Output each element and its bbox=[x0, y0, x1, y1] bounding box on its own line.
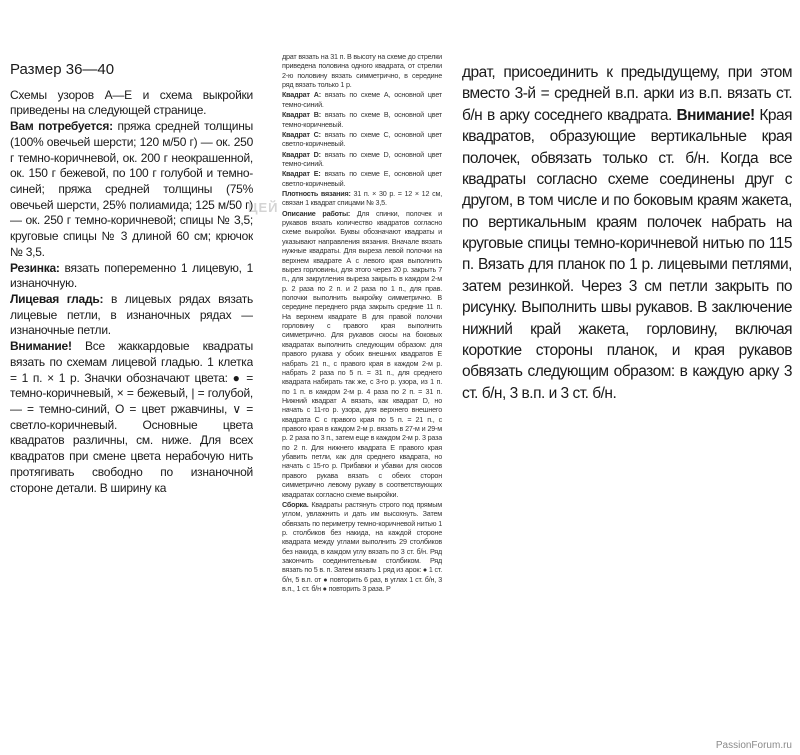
attention-text: Все жаккардовые квадраты вязать по схемам лицевой гладью. 1 клетка = 1 п. × 1 р. Значки обозначают цвета: ● = темно-коричневый, × = бежевый, | = голубой, — = темно-синий, О = цвет ржавчины, ∨ = светло-коричневый. Основные цвета квадратов различны, см. ниже. Для всех квадратов при смене цвета нерабочую нить протягивать свободно по изнаночной стороне детали. В ширину ка bbox=[10, 339, 253, 495]
right-column-paragraph bbox=[462, 62, 792, 404]
square-c-text: вязать по схеме С, основной цвет светло-коричневый. bbox=[282, 129, 442, 149]
square-b-text: вязать по схеме В, основной цвет темно-коричневый. bbox=[282, 110, 442, 129]
square-b-label: Квадрат В: bbox=[282, 110, 321, 120]
square-c-label: Квадрат С: bbox=[282, 129, 321, 139]
square-c bbox=[282, 130, 442, 149]
square-a-label: Квадрат А: bbox=[282, 90, 321, 100]
rib-paragraph bbox=[10, 261, 253, 292]
page-title: Размер 36—40 bbox=[10, 61, 115, 78]
site-watermark: PassionForum.ru bbox=[715, 740, 792, 751]
stockinette-text: в лицевых рядах вязать лицевые петли, в изнаночных рядах — изнаночные петли. bbox=[10, 291, 253, 338]
square-b bbox=[282, 110, 442, 129]
square-d-text: вязать по схеме D, основной цвет темно-синий. bbox=[282, 149, 442, 168]
intro-text: Схемы узоров А—Е и схема выкройки приведены на следующей странице. bbox=[10, 87, 253, 118]
square-e-label: Квадрат Е: bbox=[282, 169, 321, 179]
assembly-text: Квадраты растянуть строго под прямым углом, увлажнить и дать им высохнуть. Затем обвязать по периметру темно-коричневой нитью 1 р. столбиков без накида, на каждой стороне квадрата между углами выполнить 29 столбиков без накида, в каждом углу вязать по 3 ст. б/н. Ряд закончить соединительным столбиком. Ряд вязать по 5 в. п. Затем вязать 1 ряд из арок: ● 1 ст. б/н, 5 в.п. от ● повторить 6 раз, в углах 1 ст. б/н, 3 в.п., 1 ст. б/н ● повторить 3 раза. Р bbox=[282, 499, 442, 594]
stockinette-paragraph bbox=[10, 292, 253, 339]
rib-text: вязать попеременно 1 лицевую, 1 изнаночную. bbox=[10, 260, 253, 291]
density-text: 31 п. × 30 р. = 12 × 12 см, связан 1 квадрат спицами № 3,5. bbox=[282, 189, 442, 208]
right-column bbox=[462, 62, 792, 442]
background-bleed-through: ЦЕЙ bbox=[248, 200, 279, 215]
square-a bbox=[282, 90, 442, 109]
right-attention-label: Внимание! bbox=[676, 106, 755, 124]
square-d-label: Квадрат D: bbox=[282, 149, 321, 159]
description-label: Описание работы: bbox=[282, 208, 351, 218]
left-column bbox=[10, 60, 253, 560]
continuation-text: драт вязать на 31 п. В высоту на схеме до стрелки приведена половина одного квадрата, от стрелки 2-ю половину вязать симметрично, в середине ряд вязать только 1 р. bbox=[282, 52, 442, 90]
density-paragraph bbox=[282, 189, 442, 208]
right-text-1: драт, присоединить к предыдущему, при этом вместо 3-й = средней в.п. арки из в.п. вязать ст. б/н в арку соседнего квадрата. bbox=[462, 64, 792, 124]
square-d bbox=[282, 150, 442, 169]
square-e bbox=[282, 169, 442, 188]
density-label: Плотность вязания: bbox=[282, 189, 351, 199]
stockinette-label: Лицевая гладь: bbox=[10, 291, 104, 306]
square-e-text: вязать по схеме Е, основной цвет светло-коричневый. bbox=[282, 169, 442, 188]
rib-label: Резинка: bbox=[10, 260, 60, 275]
description-paragraph bbox=[282, 209, 442, 499]
middle-column bbox=[282, 52, 442, 732]
materials-text: пряжа средней толщины (100% овечьей шерсти; 120 м/50 г) — ок. 250 г темно-коричневой, ок. 200 г неокрашенной, ок. 150 г бежевой, по 100 г голубой и темно-синей; пряжа средней толщины (75% овечьей шерсти, 25% полиамида; 125 м/50 г) — ок. 250 г темно-коричневой; спицы № 3,5; круговые спицы № 3 длиной 60 см; крючок № 3,5. bbox=[10, 119, 253, 259]
assembly-label: Сборка. bbox=[282, 499, 309, 509]
attention-label: Внимание! bbox=[10, 339, 72, 354]
materials-label: Вам потребуется: bbox=[10, 119, 113, 134]
square-a-text: вязать по схеме А, основной цвет темно-синий. bbox=[282, 90, 442, 109]
materials-paragraph bbox=[10, 119, 253, 260]
description-text: Для спинки, полочек и рукавов вязать количество квадратов согласно схеме выкройки. Буквы обозначают квадраты и указывают направления вязания. Вначале вязать нужные квадраты. Для выреза левой полочки на верхнем квадрате А с левого края выполнить вырез горловины, для этого через 20 р. закрыть 7 п., для закругления выреза закрыть в каждом 2-м р. 2 раза по 2 п. и 2 раза по 1 п., для прав. полочки выполнить выкройку симметрично. В середине переднего ряда закрыть средние 11 п. На верхнем квадрате В для правой полочки горловину с правого края выполнить симметрично. Для рукавов скосы на боковых квадратах выполнить следующим образом: для правого рукава у обоих внешних квадратов Е набрать 21 п., с правого края в каждом 2-м р. набрать 2 раза по 5 п. = 31 п., для среднего квадрата набирать так же, с 3-го р. узора, из 1 п. по 1 п. в каждом 2-м р. 4 раза по 2 п. = 31 п. Нижний квадрат А вязать, как квадрат D, но начать с 11-го р. узора, для верхнего внешнего квадрата С с правого края по 5 п. = 21 п., с правого края в каждом 2-м р. вязать в 27-м и 29-м р. 2 раза по 3 п., затем еще в каждом 2-м р. 3 раза по 2 п. Для нижнего квадрата Е правого края убавить петли, как для среднего квадрата, но начать с 15-го р. Прибавки и убавки для скосов правого рукава вязать с обеих сторон симметрично левому рукаву в соответствующих квадратах согласно схеме выкройки. bbox=[282, 208, 442, 499]
assembly-paragraph bbox=[282, 500, 442, 594]
right-text-2: Края квадратов, образующие вертикальные края полочек, обвязать только ст. б/н. Когда все квадраты согласно схеме соединены друг с другом, в том числе и по боковым краям жакета, по вертикальным краям полочек набрать на круговые спицы темно-коричневой нитью по 115 п. Вязать для планок по 1 р. лицевыми петлями, затем резинкой. Через 3 см петли закрыть по рисунку. Выполнить швы рукавов. В заключение нижний край жакета, горловину, включая короткие стороны планок, и края рукавов обвязать следующим образом: в каждую арку 3 ст. б/н, 3 в.п. и 3 ст. б/н. bbox=[462, 106, 792, 402]
attention-paragraph bbox=[10, 339, 253, 496]
